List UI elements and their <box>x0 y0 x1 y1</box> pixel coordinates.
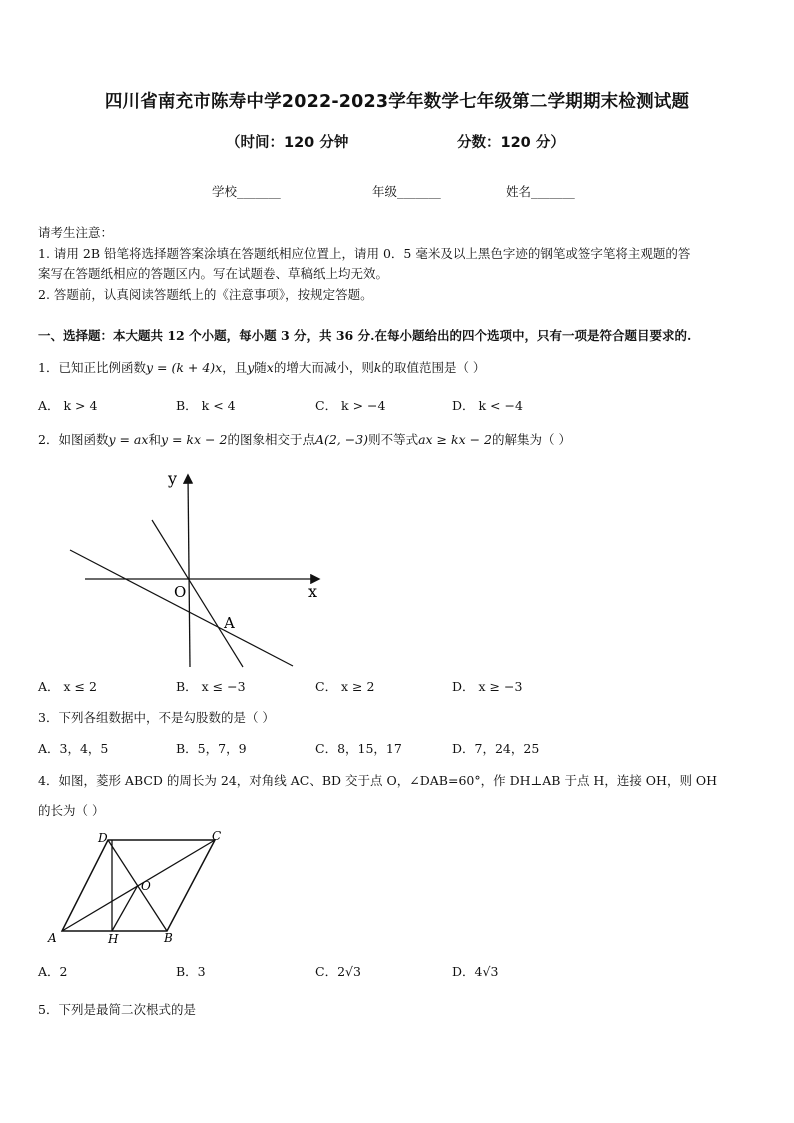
y-axis <box>188 476 190 667</box>
question-3: 3．下列各组数据中，不是勾股数的是（ ） <box>38 710 275 725</box>
q4-option-c: C．2√3 <box>315 964 361 979</box>
exam-time: （时间：120 分钟 <box>226 135 349 151</box>
q3-option-c: C．8，15，17 <box>315 741 402 756</box>
notice-line-1a: 1. 请用 2B 铅笔将选择题答案涂填在答题纸相应位置上，请用 0．5 毫米及以上黑色字迹的钢笔或签字笔将主观题的答 <box>38 246 691 261</box>
origin-label: O <box>174 583 187 601</box>
q3-option-b: B．5，7，9 <box>176 741 247 756</box>
label-c: C <box>212 829 222 843</box>
point-a-label: A <box>224 614 235 632</box>
q2-option-c: C． x ≥ 2 <box>315 679 375 694</box>
q1-text: 1．已知正比例函数 <box>38 360 146 375</box>
q4-option-a: A．2 <box>38 964 68 979</box>
notice-line-2: 2. 答题前，认真阅读答题纸上的《注意事项》，按规定答题。 <box>38 287 373 302</box>
q2-graph-figure <box>60 462 330 672</box>
question-4-line-2: 的长为（ ） <box>38 803 105 818</box>
label-a: A <box>48 931 57 945</box>
question-1: 1．已知正比例函数y = (k + 4)x，且y随x的增大而减小，则k的取值范围是（ ） <box>38 360 486 375</box>
q1-option-c: C． k > −4 <box>315 398 386 413</box>
label-o: O <box>141 879 151 893</box>
question-2: 2．如图函数y = ax和y = kx − 2的图象相交于点A(2, −3)则不等式ax ≥ kx − 2的解集为（ ） <box>38 432 571 447</box>
notice-line-1b: 案写在答题纸相应的答题区内。写在试题卷、草稿纸上均无效。 <box>38 266 389 281</box>
q1-option-d: D． k < −4 <box>452 398 523 413</box>
question-4-line-1: 4．如图，菱形 ABCD 的周长为 24，对角线 AC、BD 交于点 O，∠DAB=60°，作 DH⊥AB 于点 H，连接 OH，则 OH <box>38 773 718 788</box>
q3-option-a: A．3，4，5 <box>38 741 109 756</box>
q1-option-a: A． k > 4 <box>38 398 98 413</box>
q2-option-b: B． x ≤ −3 <box>176 679 246 694</box>
q2-option-d: D． x ≥ −3 <box>452 679 523 694</box>
q4-option-b: B．3 <box>176 964 206 979</box>
segment-oh <box>112 885 138 931</box>
line-y-ax <box>152 520 243 667</box>
name-field: 姓名_______ <box>506 184 575 199</box>
q1-formula: y = (k + 4)x <box>145 360 223 375</box>
grade-field: 年级_______ <box>372 184 441 199</box>
q3-option-d: D．7，24，25 <box>452 741 540 756</box>
page-title: 四川省南充市陈寿中学2022-2023学年数学七年级第二学期期末检测试题 <box>104 92 690 112</box>
label-h: H <box>108 932 119 946</box>
label-b: B <box>164 931 173 945</box>
section-heading: 一、选择题：本大题共 12 个小题，每小题 3 分，共 36 分.在每小题给出的四个选项中，只有一项是符合题目要求的. <box>38 328 692 343</box>
notice-heading: 请考生注意： <box>38 225 114 240</box>
exam-score: 分数：120 分） <box>457 135 565 151</box>
label-d: D <box>98 831 108 845</box>
x-axis-label: x <box>308 582 318 601</box>
q4-rhombus-figure <box>40 826 240 946</box>
q2-option-a: A． x ≤ 2 <box>38 679 97 694</box>
y-axis-label: y <box>168 469 178 488</box>
school-field: 学校_______ <box>212 184 281 199</box>
question-5: 5．下列是最简二次根式的是 <box>38 1002 196 1017</box>
q1-option-b: B． k < 4 <box>176 398 236 413</box>
q4-option-d: D．4√3 <box>452 964 499 979</box>
